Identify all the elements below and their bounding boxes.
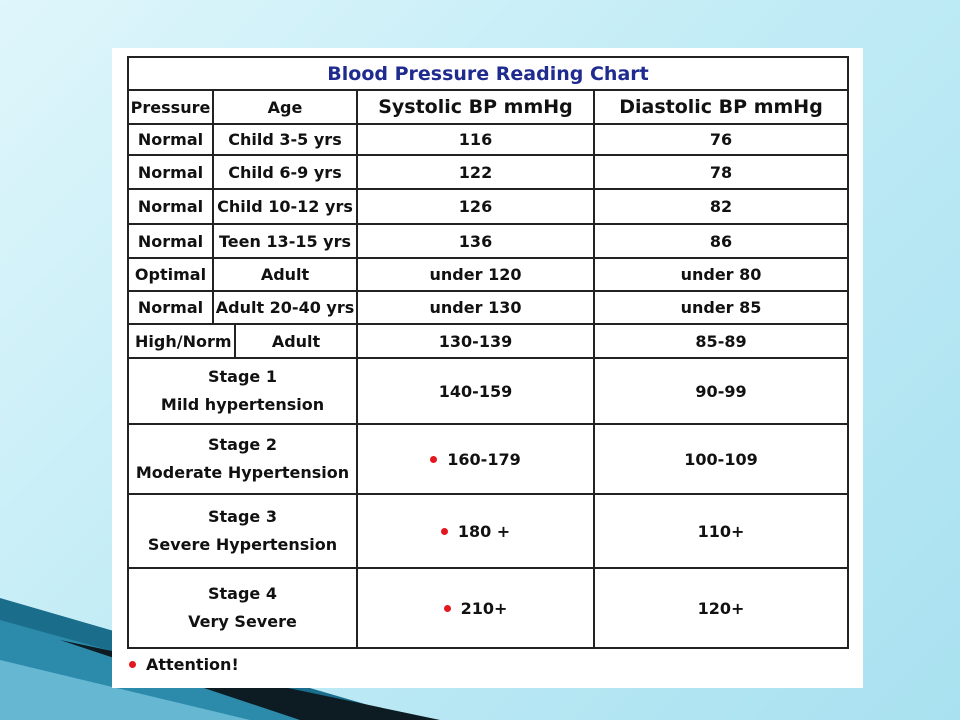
header-row	[128, 90, 848, 124]
systolic-value: 140-159	[438, 381, 513, 401]
cell-diastolic: 90-99	[594, 358, 848, 424]
stage-label: Stage 4	[208, 584, 277, 603]
cell-pressure: Normal	[128, 224, 213, 258]
table-row	[128, 124, 848, 155]
cell-stage	[128, 494, 357, 568]
cell-diastolic: 100-109	[594, 424, 848, 494]
attention-dot-icon	[441, 528, 448, 535]
cell-diastolic: 76	[594, 124, 848, 155]
stage-description: Moderate Hypertension	[135, 463, 350, 482]
table-row	[128, 258, 848, 291]
cell-age: Child 10-12 yrs	[213, 189, 357, 224]
table-row	[128, 291, 848, 324]
systolic-value: 160-179	[447, 449, 521, 469]
table-title: Blood Pressure Reading Chart	[128, 57, 848, 90]
stage-label: Stage 3	[208, 507, 277, 526]
cell-pressure: Normal	[128, 189, 213, 224]
cell-diastolic: 85-89	[594, 324, 848, 358]
stage-row	[128, 424, 848, 494]
header-pressure: Pressure	[128, 90, 213, 124]
cell-age: Child 3-5 yrs	[213, 124, 357, 155]
stage-description: Severe Hypertension	[147, 535, 338, 554]
attention-legend	[129, 655, 239, 674]
stage-row	[128, 568, 848, 648]
cell-diastolic: 120+	[594, 568, 848, 648]
cell-pressure: Normal	[128, 291, 213, 324]
header-age: Age	[213, 90, 357, 124]
cell-pressure: Optimal	[128, 258, 213, 291]
cell-diastolic: 78	[594, 155, 848, 189]
cell-age: Adult	[235, 324, 357, 358]
table-row	[128, 189, 848, 224]
cell-pressure: Normal	[128, 155, 213, 189]
cell-age: Child 6-9 yrs	[213, 155, 357, 189]
attention-dot-icon	[430, 456, 437, 463]
stage-row	[128, 494, 848, 568]
stage-label: Stage 2	[208, 435, 277, 454]
cell-systolic: under 120	[357, 258, 594, 291]
blood-pressure-table	[127, 56, 849, 649]
cell-diastolic: under 85	[594, 291, 848, 324]
attention-legend-text: Attention!	[146, 655, 239, 674]
cell-systolic	[357, 568, 594, 648]
cell-diastolic: 110+	[594, 494, 848, 568]
attention-dot-icon	[444, 605, 451, 612]
systolic-value: 180 +	[457, 521, 511, 541]
cell-systolic: 126	[357, 189, 594, 224]
cell-systolic	[357, 494, 594, 568]
cell-systolic: 136	[357, 224, 594, 258]
cell-systolic: under 130	[357, 291, 594, 324]
chart-card	[112, 48, 863, 688]
cell-pressure: Normal	[128, 124, 213, 155]
table-row	[128, 224, 848, 258]
cell-systolic: 122	[357, 155, 594, 189]
cell-diastolic: under 80	[594, 258, 848, 291]
header-diastolic: Diastolic BP mmHg	[594, 90, 848, 124]
cell-diastolic: 86	[594, 224, 848, 258]
header-systolic: Systolic BP mmHg	[357, 90, 594, 124]
systolic-value: 210+	[460, 598, 508, 618]
stage-row	[128, 358, 848, 424]
cell-systolic	[357, 358, 594, 424]
cell-pressure: High/Norm	[128, 324, 235, 358]
cell-age: Teen 13-15 yrs	[213, 224, 357, 258]
table-row	[128, 155, 848, 189]
cell-age: Adult	[213, 258, 357, 291]
cell-stage	[128, 358, 357, 424]
stage-description: Mild hypertension	[160, 395, 325, 414]
attention-dot-icon	[129, 661, 136, 668]
title-row	[128, 57, 848, 90]
cell-systolic	[357, 424, 594, 494]
cell-systolic: 130-139	[357, 324, 594, 358]
cell-stage	[128, 424, 357, 494]
stage-label: Stage 1	[208, 367, 277, 386]
cell-stage	[128, 568, 357, 648]
table-row	[128, 324, 848, 358]
cell-systolic: 116	[357, 124, 594, 155]
cell-diastolic: 82	[594, 189, 848, 224]
cell-age: Adult 20-40 yrs	[213, 291, 357, 324]
stage-description: Very Severe	[188, 612, 297, 631]
